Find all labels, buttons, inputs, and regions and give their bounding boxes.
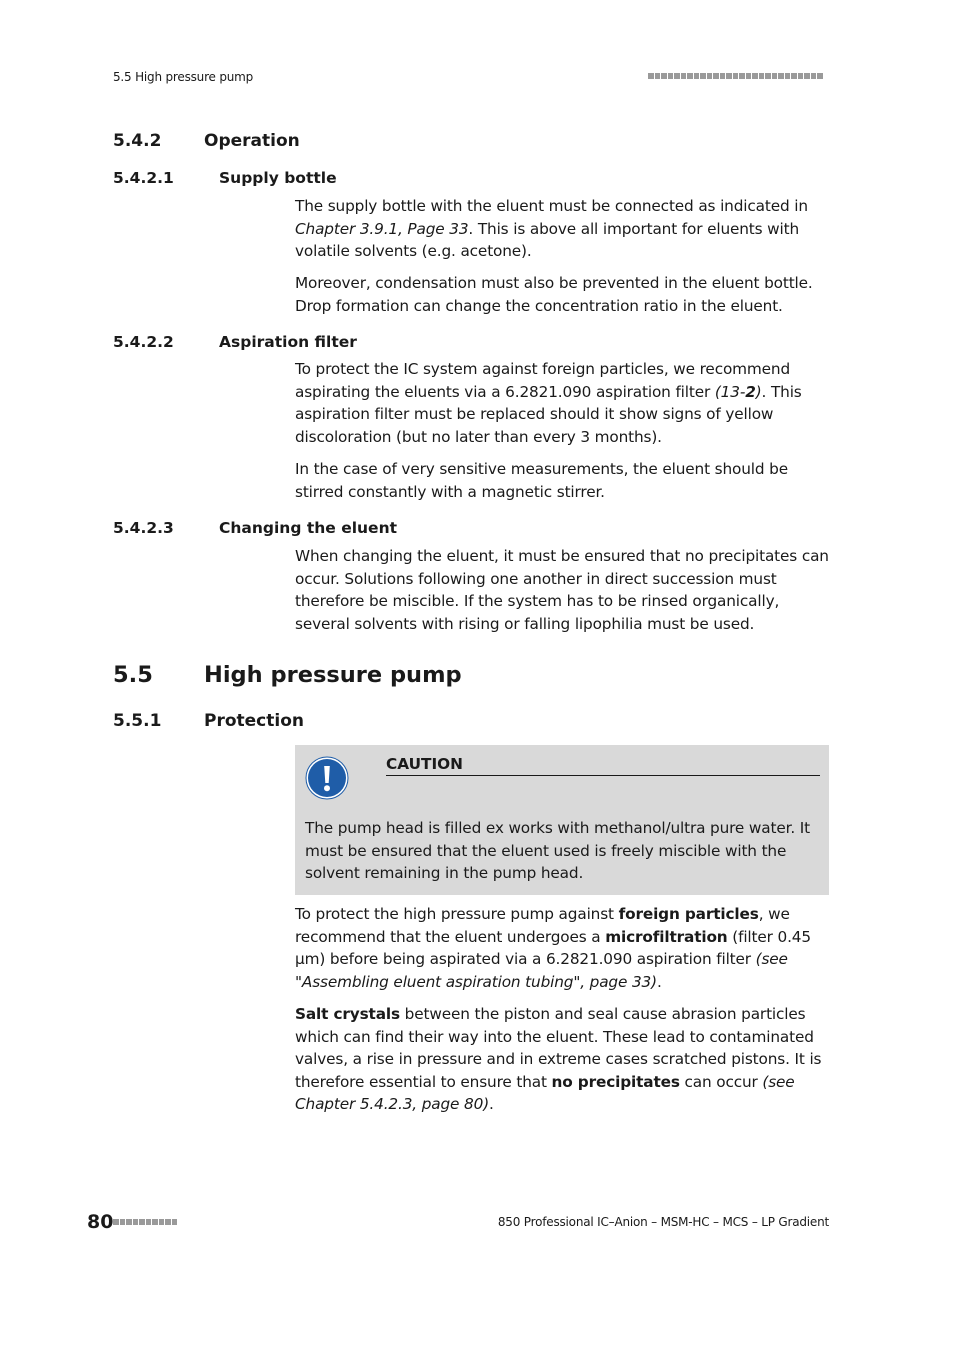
caution-text: The pump head is filled ex works with methanol/ultra pure water. It must be ensured that the eluent used is freely miscible with the solvent remaining in the pump head.: [305, 819, 810, 882]
running-header-title: 5.5 High pressure pump: [113, 70, 254, 84]
subsection-title: Changing the eluent: [219, 519, 398, 537]
subsection-title: Supply bottle: [219, 169, 337, 187]
caution-box: [295, 745, 829, 895]
paragraph: Moreover, condensation must also be prevented in the eluent bottle. Drop formation can change the concentration ratio in the eluent.: [295, 274, 813, 315]
section-number: 5.5.1: [113, 711, 162, 731]
chapter-reference[interactable]: Chapter 3.9.1, Page 33: [295, 219, 469, 238]
subsection-number: 5.4.2.2: [113, 333, 174, 351]
page-number: 80: [87, 1211, 114, 1233]
figure-reference[interactable]: (13-2): [714, 382, 762, 401]
paragraph: To protect the high pressure pump against foreign particles, we recommend that the eluent undergoes a microfiltration (filter 0.45 µm) before being aspirated via a 6.2821.090 aspiration filter (see "Assembling eluent aspiration tubing", page 33).: [295, 905, 811, 991]
section-title: Protection: [204, 711, 304, 731]
caution-label: CAUTION: [386, 755, 820, 776]
section-number: 5.4.2: [113, 131, 162, 151]
product-title: 850 Professional IC–Anion – MSM-HC – MCS – LP Gradient: [497, 1215, 829, 1229]
paragraph: The supply bottle with the eluent must be connected as indicated in Chapter 3.9.1, Page 33. This is above all important for eluents with volatile solvents (e.g. acetone).: [295, 197, 808, 260]
section-reference[interactable]: (see "Assembling eluent aspiration tubing", page 33): [295, 950, 788, 991]
paragraph: Salt crystals between the piston and seal cause abrasion particles which can find their way into the eluent. These lead to contaminated valves, a rise in pressure and in extreme cases scratched pistons. It is therefore essential to ensure that no precipitates can occur (see Chapter 5.4.2.3, page 80).: [295, 1005, 822, 1113]
paragraph: To protect the IC system against foreign particles, we recommend aspirating the eluents via a 6.2821.090 aspiration filter (13-2). This aspiration filter must be replaced should it show signs of yellow discoloration (but no later than every 3 months).: [295, 360, 802, 446]
footer-decoration: [113, 1219, 177, 1225]
header-decoration: [648, 73, 823, 79]
subsection-title: Aspiration filter: [219, 333, 357, 351]
chapter-title: High pressure pump: [204, 662, 462, 688]
chapter-reference[interactable]: (see Chapter 5.4.2.3, page 80): [295, 1072, 795, 1113]
exclamation-circle-icon: [305, 756, 349, 800]
subsection-number: 5.4.2.1: [113, 169, 174, 187]
section-title: Operation: [204, 131, 300, 151]
subsection-number: 5.4.2.3: [113, 519, 174, 537]
paragraph: In the case of very sensitive measurements, the eluent should be stirred constantly with a magnetic stirrer.: [295, 460, 788, 501]
chapter-number: 5.5: [113, 662, 153, 688]
paragraph: When changing the eluent, it must be ensured that no precipitates can occur. Solutions following one another in direct succession must therefore be miscible. If the system has to be rinsed organically, several solvents with rising or falling lipophilia must be used.: [295, 547, 829, 633]
